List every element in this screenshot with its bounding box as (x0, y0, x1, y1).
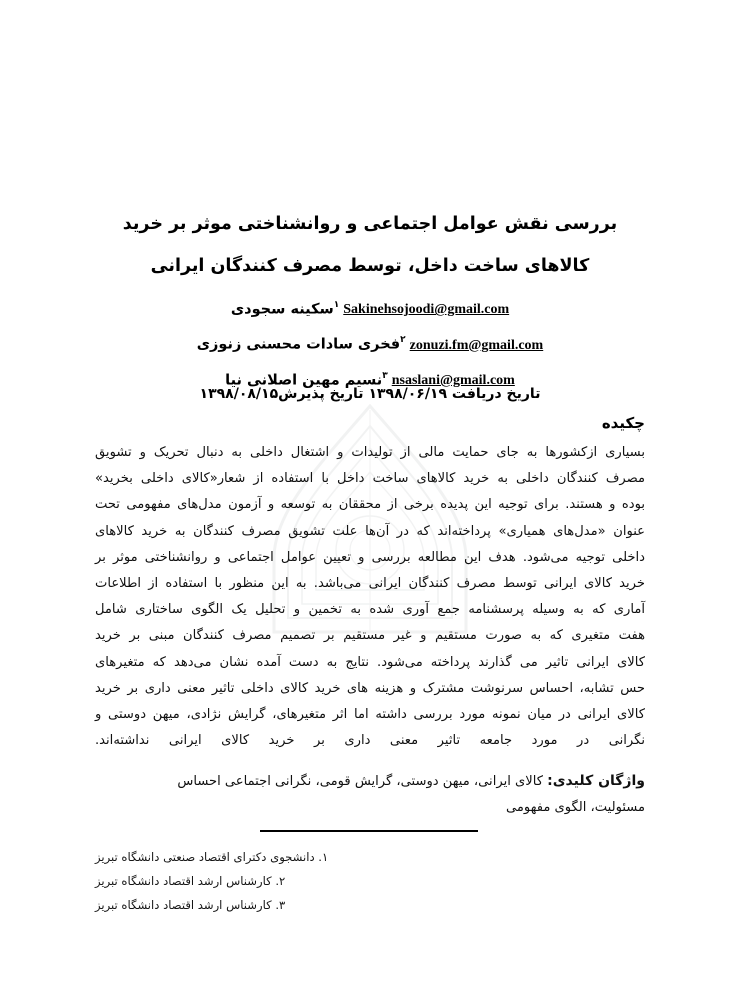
footnote-item (95, 869, 645, 893)
abstract-line-text: عنوان «مدل‌های همیاری» پرداخته‌اند که در آن‌ها علت تشویق مصرف کنندگان به خرید کالاهای (95, 523, 645, 539)
paper-title (95, 203, 645, 287)
footnote-list (95, 845, 645, 917)
abstract-line (95, 571, 645, 597)
abstract-line-text: هفت متغیری که به صورت مستقیم و غیر مستقیم بر تصمیم مصرف کنندگان مبنی بر خرید (95, 628, 645, 644)
abstract-line (95, 466, 645, 492)
submission-dates: تاریخ دریافت ۱۳۹۸/۰۶/۱۹ تاریخ پذیرش۱۳۹۸/۰۸/۱۵ (199, 386, 541, 402)
abstract-heading-text: چکیده (601, 414, 645, 432)
abstract-line (95, 492, 645, 518)
keywords-label: واژگان کلیدی: (547, 773, 645, 789)
abstract-line-text: آماری که به وسیله پرسشنامه جمع آوری شده به تخمین و تحلیل یک الگوی ساختاری شامل (95, 602, 645, 618)
author-name-2: فخری سادات محسنی زنوزی (196, 336, 401, 353)
abstract-line-final: نگرانی در مورد جامعه تاثیر معنی داری بر خرید کالای ایرانی نداشته‌اند. (95, 733, 645, 749)
abstract-line (95, 702, 645, 728)
author-list (95, 290, 645, 396)
keywords-line-1 (95, 768, 645, 795)
abstract-heading (95, 412, 645, 434)
abstract-line-text: بسیاری ازکشورها به جای حمایت مالی از تولیدات و اشتغال داخلی به دنبال تحریک و تشویق (95, 445, 645, 460)
abstract-line-text: داخلی توجیه می‌شود. هدف این مطالعه بررسی و تعیین عوامل اجتماعی و روانشناختی موثر بر (95, 549, 645, 565)
footnote-text: ۲. کارشناس ارشد اقتصاد دانشگاه تبریز (95, 874, 286, 888)
abstract-line (95, 597, 645, 623)
keywords-values-line-1: کالای ایرانی، میهن دوستی، گرایش قومی، نگرانی اجتماعی احساس (177, 774, 543, 789)
title-line-2: کالاهای ساخت داخل، توسط مصرف کنندگان ایرانی (150, 256, 590, 276)
footnote-separator-rule (260, 830, 478, 832)
author-footnote-marker-1: ۱ (333, 300, 340, 310)
author-footnote-marker-2: ۲ (400, 335, 406, 346)
footnote-text: ۱. دانشجوی دکترای اقتصاد صنعتی دانشگاه تبریز (95, 850, 329, 864)
footnote-text: ۳. کارشناس ارشد اقتصاد دانشگاه تبریز (95, 898, 286, 912)
author-footnote-marker-3: ۳ (382, 370, 388, 381)
author-name-3: نسیم مهین اصلانی نیا (225, 371, 383, 388)
abstract-line (95, 623, 645, 649)
author-email-link-2[interactable]: zonuzi.fm@gmail.com (409, 337, 544, 353)
author-name-1: سکینه سجودی (230, 301, 334, 318)
author-entry-1 (95, 290, 645, 325)
abstract-line-text: بوده و هستند. برای توجیه این پدیده برخی از محققان به توسعه و آزمون مدل‌های مفهومی تحت (95, 497, 645, 513)
abstract-line (95, 440, 645, 466)
footnote-item (95, 893, 645, 917)
keywords-values-line-2: مسئولیت، الگوی مفهومی (506, 800, 645, 816)
abstract-line-text: کالای ایرانی تاثیر می گذارند پرداخته می‌شود. نتایج به دست آمده نشان می‌دهد که متغیرهای (95, 654, 645, 670)
abstract-body (95, 440, 645, 754)
abstract-line-text: مصرف کنندگان داخلی به خرید کالاهای ساخت داخل با استفاده از شعار«کالای داخلی بخرید» (95, 471, 645, 487)
abstract-line-text: حس تشابه، احساس سرنوشت مشترک و هزینه های خرید کالای داخلی تاثیر معنی داری بر خرید (95, 680, 645, 696)
abstract-line-text: کالای ایرانی در میان نمونه مورد بررسی داشته اما اثر متغیرهای، گرایش نژادی، میهن دوستی و (95, 707, 645, 723)
abstract-line (95, 519, 645, 545)
abstract-line-text: خرید کالای ایرانی توسط مصرف کنندگان ایرانی می‌باشد. به این منظور با استفاده از اطلاعات (95, 576, 645, 592)
abstract-line (95, 676, 645, 702)
title-line-1: بررسی نقش عوامل اجتماعی و روانشناختی موثر بر خرید (122, 214, 618, 234)
abstract-line (95, 545, 645, 571)
footnote-item (95, 845, 645, 869)
abstract-line (95, 650, 645, 676)
author-email-link-1[interactable]: Sakinehsojoodi@gmail.com (343, 302, 510, 318)
author-email-link-3[interactable]: nsaslani@gmail.com (391, 372, 515, 388)
author-entry-2 (95, 325, 645, 360)
keywords-block (95, 768, 645, 821)
